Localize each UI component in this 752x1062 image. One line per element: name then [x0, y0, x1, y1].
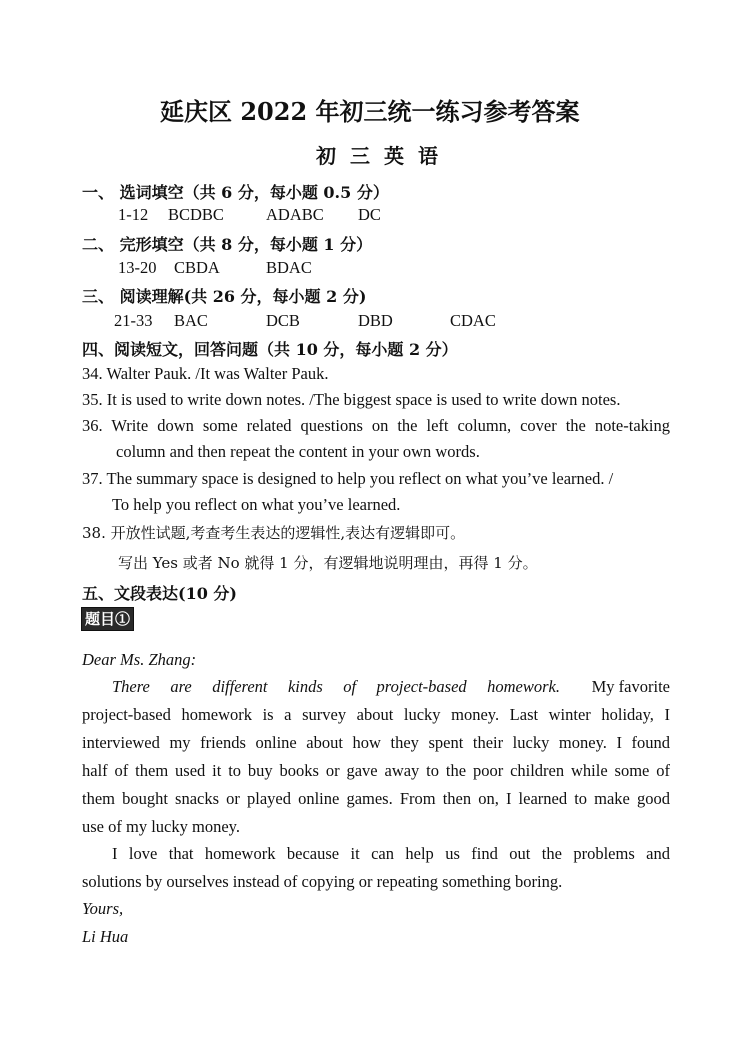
answer-36-line-1: 36. Write down some related questions on the left column, cover the note-taking [82, 416, 670, 435]
section-1-range: 1-12 [118, 205, 149, 224]
section-3-heading: 三、 阅读理解(共 26 分，每小题 2 分) [82, 287, 367, 306]
section-1-heading: 一、 选词填空（共 6 分，每小题 0.5 分） [82, 183, 389, 202]
letter-greeting: Dear Ms. Zhang: [82, 650, 197, 669]
topic-badge: 题目① [81, 607, 134, 631]
section-5-heading: 五、文段表达(10 分) [82, 584, 237, 603]
document-subtitle: 初三英语 [316, 144, 452, 168]
answer-group: BCDBC [168, 205, 224, 224]
answer-group: BAC [174, 311, 208, 330]
letter-paragraph-1-line-1 [112, 677, 670, 697]
letter-paragraph-1-line-6: use of my lucky money. [82, 817, 240, 836]
answer-34: 34. Walter Pauk. /It was Walter Pauk. [82, 364, 329, 383]
answer-group: BDAC [266, 258, 312, 277]
letter-phrase: My favorite [591, 677, 670, 696]
answer-group: ADABC [266, 205, 324, 224]
answer-37-line-1: 37. The summary space is designed to help you reflect on what you’ve learned. / [82, 469, 614, 488]
answer-group: DBD [358, 311, 393, 330]
section-2-heading: 二、 完形填空（共 8 分，每小题 1 分） [82, 235, 373, 254]
letter-paragraph-2-line-1: I love that homework because it can help us find out the problems and [112, 844, 670, 863]
section-2-range: 13-20 [118, 258, 157, 277]
letter-closing: Yours, [82, 899, 124, 918]
section-3-range: 21-33 [114, 311, 153, 330]
section-4-heading: 四、阅读短文，回答问题（共 10 分，每小题 2 分） [82, 340, 458, 359]
answer-36-line-2: column and then repeat the content in your own words. [116, 442, 480, 461]
letter-paragraph-2-line-2: solutions by ourselves instead of copying or repeating something boring. [82, 872, 563, 891]
letter-paragraph-1-line-2: project-based homework is a survey about lucky money. Last winter holiday, I [82, 705, 670, 724]
letter-paragraph-1-line-4: half of them used it to buy books or gave away to the poor children while some of [82, 761, 670, 780]
letter-paragraph-1-line-5: them bought snacks or played online games. From then on, I learned to make good [82, 789, 670, 808]
answer-35: 35. It is used to write down notes. /The biggest space is used to write down notes. [82, 390, 621, 409]
answer-38-line-1: 38. 开放性试题,考查考生表达的逻辑性,表达有逻辑即可。 [82, 524, 466, 542]
document-title: 延庆区 2022 年初三统一练习参考答案 [160, 97, 580, 126]
answer-37-line-2: To help you reflect on what you’ve learned. [112, 495, 401, 514]
answer-group: CBDA [174, 258, 220, 277]
answer-38-line-2: 写出 Yes 或者 No 就得 1 分，有逻辑地说明理由，再得 1 分。 [118, 554, 538, 572]
answer-group: CDAC [450, 311, 496, 330]
letter-signature: Li Hua [82, 927, 129, 946]
letter-paragraph-1-line-3: interviewed my friends online about how they spent their lucky money. I found [82, 733, 670, 752]
answer-group: DC [358, 205, 381, 224]
letter-italic-phrase: There are different kinds of project-based homework. [112, 677, 560, 696]
answer-group: DCB [266, 311, 300, 330]
